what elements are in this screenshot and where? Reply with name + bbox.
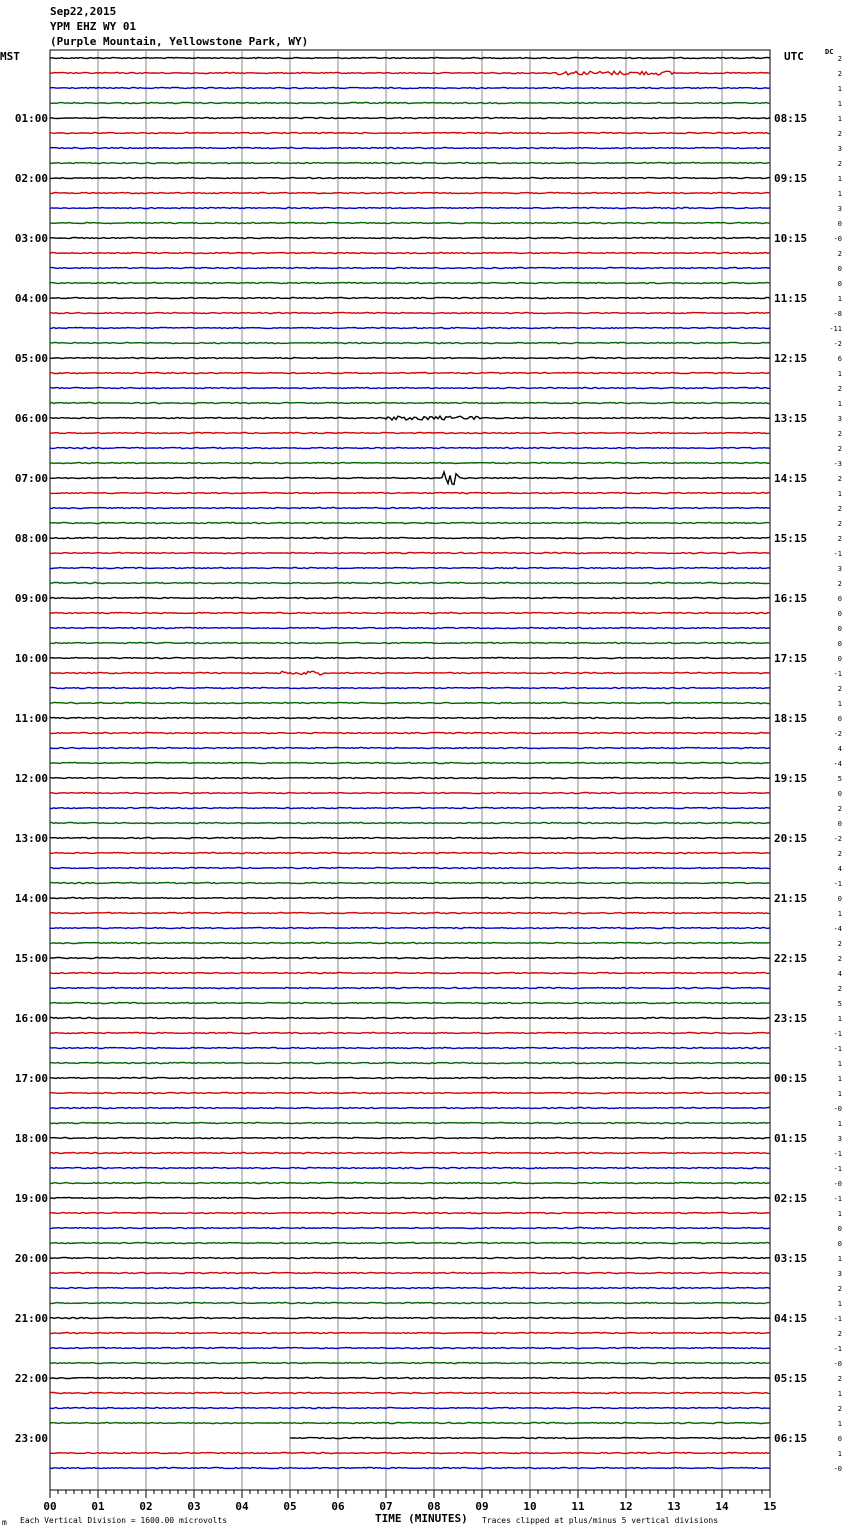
trace-row (50, 1453, 770, 1454)
dc-offset-label: 0 (837, 595, 842, 603)
hour-label-right: 15:15 (774, 532, 808, 545)
trace-row (50, 538, 770, 539)
dc-offset-label: -3 (833, 460, 842, 468)
dc-offset-label: 2 (837, 1330, 842, 1338)
hour-label-left: 19:00 (14, 1192, 48, 1205)
dc-offset-label: 6 (837, 355, 842, 363)
dc-offset-label: 2 (837, 505, 842, 513)
hour-label-left: 13:00 (14, 832, 48, 845)
trace-row (50, 928, 770, 929)
dc-offset-label: -2 (833, 340, 842, 348)
hour-label-right: 11:15 (774, 292, 808, 305)
dc-offset-label: 1 (837, 175, 842, 183)
x-tick-label: 09 (475, 1500, 489, 1513)
x-tick-label: 00 (43, 1500, 57, 1513)
hour-label-left: 14:00 (14, 892, 48, 905)
hour-label-right: 20:15 (774, 832, 808, 845)
hour-label-left: 08:00 (14, 532, 48, 545)
dc-offset-label: -1 (833, 1150, 842, 1158)
dc-offset-label: -8 (833, 310, 842, 318)
trace-row (50, 1273, 770, 1274)
hour-label-left: 21:00 (14, 1312, 48, 1325)
hour-label-right: 01:15 (774, 1132, 808, 1145)
dc-offset-label: 1 (837, 1120, 842, 1128)
hour-label-left: 04:00 (14, 292, 48, 305)
station-code: YPM EHZ WY 01 (50, 20, 137, 33)
hour-label-right: 17:15 (774, 652, 808, 665)
hour-label-right: 18:15 (774, 712, 808, 725)
dc-offset-label: -1 (833, 550, 842, 558)
x-tick-label: 15 (763, 1500, 777, 1513)
left-timezone-label: MST (0, 50, 20, 63)
trace-row (50, 1288, 770, 1289)
dc-offset-label: 3 (837, 565, 842, 573)
trace-row (50, 1228, 770, 1229)
trace-row (50, 913, 770, 914)
dc-offset-label: 0 (837, 715, 842, 723)
dc-offset-label: 1 (837, 700, 842, 708)
dc-offset-label: 1 (837, 910, 842, 918)
hour-label-right: 13:15 (774, 412, 808, 425)
hour-label-right: 22:15 (774, 952, 808, 965)
trace-row (50, 1198, 770, 1199)
trace-row (50, 472, 770, 485)
dc-offset-label: 1 (837, 1255, 842, 1263)
dc-offset-label: -4 (833, 925, 842, 933)
dc-offset-label: 4 (837, 865, 842, 873)
trace-row (50, 1063, 770, 1064)
dc-offset-label: -1 (833, 1195, 842, 1203)
dc-offset-label: 1 (837, 1015, 842, 1023)
trace-row (50, 718, 770, 719)
dc-offset-label: 2 (837, 520, 842, 528)
dc-offset-label: -2 (833, 730, 842, 738)
dc-offset-label: 0 (837, 655, 842, 663)
trace-row (50, 1303, 770, 1304)
hour-label-right: 02:15 (774, 1192, 808, 1205)
trace-row (50, 388, 770, 389)
x-tick-label: 12 (619, 1500, 633, 1513)
trace-row (50, 1318, 770, 1319)
dc-offset-label: -1 (833, 880, 842, 888)
trace-row (50, 71, 770, 75)
trace-row (50, 463, 770, 464)
trace-row (50, 613, 770, 614)
dc-offset-label: -0 (833, 1360, 842, 1368)
hour-label-left: 10:00 (14, 652, 48, 665)
trace-row (50, 148, 770, 149)
trace-row (50, 1423, 770, 1424)
dc-offset-label: 1 (837, 490, 842, 498)
trace-row (50, 763, 770, 764)
trace-row (50, 58, 770, 59)
hour-label-right: 05:15 (774, 1372, 808, 1385)
trace-row (50, 598, 770, 599)
dc-offset-label: 2 (837, 1405, 842, 1413)
x-tick-label: 03 (187, 1500, 201, 1513)
trace-row (50, 373, 770, 374)
hour-label-right: 10:15 (774, 232, 808, 245)
dc-offset-label: 2 (837, 580, 842, 588)
trace-row (50, 1093, 770, 1094)
hour-label-right: 06:15 (774, 1432, 808, 1445)
dc-offset-label: -0 (833, 235, 842, 243)
trace-row (50, 103, 770, 104)
scale-note: Each Vertical Division = 1600.00 microvolts (20, 1516, 228, 1525)
x-tick-label: 07 (379, 1500, 393, 1513)
hour-label-left: 09:00 (14, 592, 48, 605)
dc-offset-label: 2 (837, 685, 842, 693)
trace-row (50, 1033, 770, 1034)
dc-offset-label: 3 (837, 145, 842, 153)
dc-offset-label: 4 (837, 970, 842, 978)
dc-offset-label: 2 (837, 70, 842, 78)
trace-row (50, 808, 770, 809)
trace-row (50, 1168, 770, 1169)
trace-row (50, 1333, 770, 1334)
trace-row (50, 838, 770, 839)
hour-label-left: 20:00 (14, 1252, 48, 1265)
trace-row (50, 343, 770, 344)
dc-offset-label: 0 (837, 610, 842, 618)
dc-offset-label: 0 (837, 1435, 842, 1443)
hour-label-left: 16:00 (14, 1012, 48, 1025)
dc-offset-label: 0 (837, 820, 842, 828)
hour-label-left: 12:00 (14, 772, 48, 785)
dc-offset-label: 0 (837, 1225, 842, 1233)
right-timezone-label: UTC (784, 50, 804, 63)
x-tick-label: 06 (331, 1500, 345, 1513)
trace-row (50, 1153, 770, 1154)
dc-offset-label: 2 (837, 385, 842, 393)
dc-offset-label: -1 (833, 1045, 842, 1053)
trace-row (50, 1003, 770, 1004)
dc-offset-label: 2 (837, 985, 842, 993)
trace-row (50, 733, 770, 734)
dc-offset-label: 4 (837, 745, 842, 753)
dc-offset-label: 0 (837, 220, 842, 228)
hour-label-left: 15:00 (14, 952, 48, 965)
trace-row (50, 703, 770, 704)
trace-row (50, 1108, 770, 1109)
x-axis-title: TIME (MINUTES) (375, 1512, 468, 1525)
trace-row (50, 133, 770, 134)
dc-offset-label: -1 (833, 670, 842, 678)
dc-offset-label: 2 (837, 955, 842, 963)
trace-row (50, 1378, 770, 1379)
hour-label-left: 23:00 (14, 1432, 48, 1445)
hour-label-left: 11:00 (14, 712, 48, 725)
x-tick-label: 14 (715, 1500, 729, 1513)
x-tick-label: 08 (427, 1500, 441, 1513)
trace-row (50, 1243, 770, 1244)
dc-offset-label: -0 (833, 1465, 842, 1473)
trace-row (50, 1258, 770, 1259)
dc-offset-label: 2 (837, 130, 842, 138)
x-tick-label: 01 (91, 1500, 105, 1513)
trace-row (50, 853, 770, 854)
dc-offset-label: 0 (837, 1240, 842, 1248)
hour-label-right: 03:15 (774, 1252, 808, 1265)
dc-offset-label: 1 (837, 115, 842, 123)
dc-offset-label: 2 (837, 250, 842, 258)
trace-row (50, 298, 770, 299)
trace-row (50, 958, 770, 959)
hour-label-right: 08:15 (774, 112, 808, 125)
hour-label-right: 16:15 (774, 592, 808, 605)
dc-offset-label: 5 (837, 775, 842, 783)
record-date: Sep22,2015 (50, 5, 117, 18)
hour-label-right: 14:15 (774, 472, 808, 485)
dc-offset-label: 2 (837, 805, 842, 813)
hour-label-left: 17:00 (14, 1072, 48, 1085)
dc-offset-label: 0 (837, 790, 842, 798)
dc-offset-label: 1 (837, 370, 842, 378)
dc-offset-label: 0 (837, 280, 842, 288)
trace-row (50, 671, 770, 675)
hour-label-left: 06:00 (14, 412, 48, 425)
dc-offset-label: 3 (837, 415, 842, 423)
trace-row (50, 268, 770, 269)
hour-label-right: 00:15 (774, 1072, 808, 1085)
trace-row (50, 433, 770, 434)
dc-offset-label: 2 (837, 850, 842, 858)
trace-row (50, 778, 770, 779)
dc-offset-label: -0 (833, 1180, 842, 1188)
trace-row (50, 823, 770, 824)
hour-label-right: 09:15 (774, 172, 808, 185)
x-tick-label: 04 (235, 1500, 249, 1513)
dc-offset-label: 3 (837, 1135, 842, 1143)
dc-offset-label: -1 (833, 1315, 842, 1323)
dc-offset-label: 1 (837, 1300, 842, 1308)
x-tick-label: 13 (667, 1500, 681, 1513)
trace-row (50, 88, 770, 89)
trace-row (50, 163, 770, 164)
trace-row (50, 1468, 770, 1469)
dc-offset-label: 2 (837, 1375, 842, 1383)
trace-row (50, 793, 770, 794)
dc-offset-label: 1 (837, 1450, 842, 1458)
dc-offset-label: -1 (833, 1345, 842, 1353)
dc-offset-label: 3 (837, 1270, 842, 1278)
x-tick-label: 05 (283, 1500, 297, 1513)
dc-offset-label: 0 (837, 640, 842, 648)
trace-row (50, 1213, 770, 1214)
trace-row (50, 238, 770, 239)
dc-offset-label: 2 (837, 475, 842, 483)
dc-offset-label: 0 (837, 265, 842, 273)
trace-row (50, 283, 770, 284)
trace-row (50, 313, 770, 314)
dc-offset-label: 0 (837, 895, 842, 903)
trace-row (50, 416, 770, 420)
trace-row (50, 253, 770, 254)
trace-row (50, 973, 770, 974)
trace-row (50, 883, 770, 884)
trace-row (50, 658, 770, 659)
trace-row (50, 178, 770, 179)
hour-label-left: 22:00 (14, 1372, 48, 1385)
trace-row (50, 358, 770, 359)
corner-mark: m (2, 1518, 7, 1527)
trace-row (50, 118, 770, 119)
dc-label: DC (825, 48, 834, 56)
dc-offset-label: 1 (837, 1210, 842, 1218)
trace-row (50, 583, 770, 584)
dc-offset-label: 2 (837, 430, 842, 438)
dc-offset-label: -1 (833, 1165, 842, 1173)
dc-offset-label: 1 (837, 190, 842, 198)
trace-row (50, 448, 770, 449)
dc-offset-label: 0 (837, 625, 842, 633)
dc-offset-label: 2 (837, 55, 842, 63)
dc-offset-label: 2 (837, 940, 842, 948)
dc-offset-label: 1 (837, 400, 842, 408)
trace-row (50, 868, 770, 869)
trace-row (50, 943, 770, 944)
trace-row (50, 1363, 770, 1364)
trace-row (50, 223, 770, 224)
dc-offset-label: 1 (837, 1090, 842, 1098)
x-tick-label: 02 (139, 1500, 153, 1513)
clip-note: Traces clipped at plus/minus 5 vertical divisions (482, 1516, 719, 1525)
trace-row (50, 568, 770, 569)
dc-offset-label: 2 (837, 1285, 842, 1293)
dc-offset-label: 5 (837, 1000, 842, 1008)
dc-offset-label: 3 (837, 205, 842, 213)
trace-row (50, 1348, 770, 1349)
x-tick-label: 11 (571, 1500, 585, 1513)
hour-label-left: 07:00 (14, 472, 48, 485)
trace-row (50, 208, 770, 209)
trace-row (50, 1138, 770, 1139)
trace-row (50, 493, 770, 494)
trace-row (50, 1048, 770, 1049)
dc-offset-label: 1 (837, 85, 842, 93)
hour-label-right: 21:15 (774, 892, 808, 905)
trace-row (50, 1393, 770, 1394)
dc-offset-label: -1 (833, 1030, 842, 1038)
trace-row (50, 1018, 770, 1019)
hour-label-right: 12:15 (774, 352, 808, 365)
dc-offset-label: -0 (833, 1105, 842, 1113)
dc-offset-label: -11 (829, 325, 842, 333)
trace-row (50, 988, 770, 989)
trace-row (50, 643, 770, 644)
trace-row (50, 403, 770, 404)
trace-row (50, 328, 770, 329)
hour-label-left: 03:00 (14, 232, 48, 245)
dc-offset-label: 2 (837, 445, 842, 453)
trace-row (50, 193, 770, 194)
dc-offset-label: 1 (837, 1060, 842, 1068)
trace-row (50, 1408, 770, 1409)
dc-offset-label: 1 (837, 1420, 842, 1428)
hour-label-right: 23:15 (774, 1012, 808, 1025)
dc-offset-label: 1 (837, 1390, 842, 1398)
hour-label-left: 01:00 (14, 112, 48, 125)
dc-offset-label: 1 (837, 295, 842, 303)
hour-label-right: 04:15 (774, 1312, 808, 1325)
trace-row (50, 748, 770, 749)
trace-row (50, 1123, 770, 1124)
dc-offset-label: 2 (837, 535, 842, 543)
dc-offset-label: 2 (837, 160, 842, 168)
dc-offset-label: 1 (837, 100, 842, 108)
trace-row (50, 1078, 770, 1079)
trace-row (50, 553, 770, 554)
hour-label-left: 18:00 (14, 1132, 48, 1145)
dc-offset-label: -4 (833, 760, 842, 768)
hour-label-left: 05:00 (14, 352, 48, 365)
hour-label-left: 02:00 (14, 172, 48, 185)
station-location: (Purple Mountain, Yellowstone Park, WY) (50, 35, 309, 48)
trace-row (50, 523, 770, 524)
trace-row (50, 688, 770, 689)
trace-row (50, 508, 770, 509)
dc-offset-label: -2 (833, 835, 842, 843)
trace-row (50, 898, 770, 899)
dc-offset-label: 1 (837, 1075, 842, 1083)
x-tick-label: 10 (523, 1500, 537, 1513)
trace-row (50, 628, 770, 629)
trace-row (50, 1183, 770, 1184)
hour-label-right: 19:15 (774, 772, 808, 785)
